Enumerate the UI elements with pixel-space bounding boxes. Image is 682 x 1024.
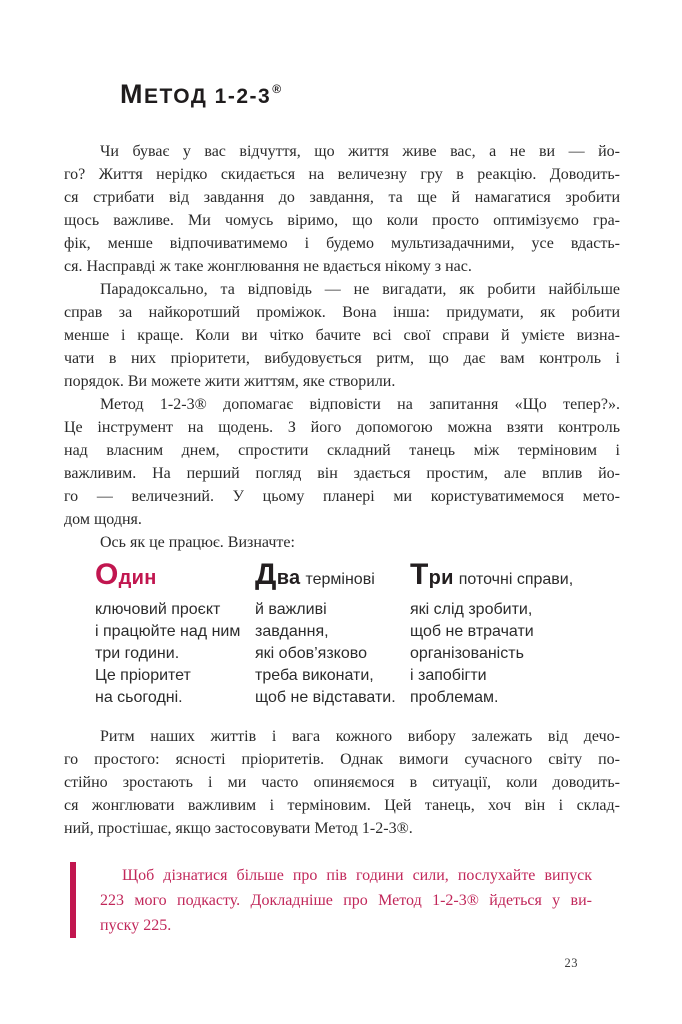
body-text (64, 140, 620, 971)
callout-accent-bar (70, 862, 76, 938)
text-line: і працюйте над ним (95, 623, 241, 640)
title-text: МЕТОД 1-2-3 (120, 79, 272, 109)
text-line: щось важливе. Ми чомусь віримо, що коли просто оптимізуємо гра- (64, 212, 620, 229)
text-line: важливим. На перший погляд він здається простим, але вплив йо- (64, 465, 620, 482)
text-line: го? Життя нерідко скидається на величезну гру в реакцію. Доводить- (64, 166, 620, 183)
text-line: проблемам. (410, 689, 499, 706)
registered-mark-icon: ® (272, 82, 282, 96)
column-one-number-word: Один (95, 558, 157, 591)
column-two (255, 560, 410, 709)
text-line: ся жонглювати важливим і терміновим. Цей танець, хоч він і склад- (64, 797, 620, 814)
text-line: організованість (410, 645, 524, 662)
column-two-heading (255, 560, 410, 595)
paragraph-3 (64, 393, 620, 531)
column-three-number-word: Три (410, 558, 454, 591)
text-line: які обов’язково (255, 645, 367, 662)
text-line: щоб не відставати. (255, 689, 396, 706)
text-line: й важливі (255, 601, 327, 618)
text-line: треба виконати, (255, 667, 374, 684)
column-one-text (95, 599, 255, 709)
text-line: го — величезний. У цьому планері ми користуватимемося мето- (64, 488, 620, 505)
callout-text (100, 862, 592, 938)
text-line: дом щодня. (64, 511, 142, 528)
text-line: ний, простішає, якщо застосовувати Метод 1-2-3®. (64, 820, 413, 837)
column-three-tail: поточні справи, (458, 571, 574, 588)
text-line: порядок. Ви можете жити життям, яке створили. (64, 373, 396, 390)
column-one-heading (95, 560, 255, 595)
text-line: Ось як це працює. Визначте: (100, 534, 295, 551)
text-line: Чи буває у вас відчуття, що життя живе вас, а не ви — йо- (100, 143, 620, 160)
column-one (95, 560, 255, 709)
page-number-row (64, 956, 620, 971)
text-line: чати в них пріоритети, вибудовується ритм, що дає вам контроль і (64, 350, 620, 367)
column-two-tail: термінові (305, 571, 375, 588)
closing-paragraph (64, 725, 620, 840)
text-line: Парадоксально, та відповідь — не вигадати, як робити найбільше (100, 281, 620, 298)
text-line: ся стрибати від завдання до завдання, та ще й намагатися зробити (64, 189, 620, 206)
text-line: ключовий проєкт (95, 601, 221, 618)
text-line: завдання, (255, 623, 329, 640)
text-line: справ за найкоротший проміжок. Вона інша: придумати, як робити (64, 304, 620, 321)
text-line: пуску 225. (100, 917, 172, 934)
text-line: і запобігти (410, 667, 487, 684)
text-line: щоб не втрачати (410, 623, 534, 640)
paragraph-2 (64, 278, 620, 393)
paragraph-1 (64, 140, 620, 278)
text-line: Це інструмент на щодень. З його допомогою можна взяти контроль (64, 419, 620, 436)
column-three-heading (410, 560, 620, 595)
text-line: над власним днем, спростити складний танець між терміновим і (64, 442, 620, 459)
text-line: ся. Насправді ж таке жонглювання не вдається нікому з нас. (64, 258, 472, 275)
column-three (410, 560, 620, 709)
column-two-text (255, 599, 410, 709)
text-line: менше і краще. Коли ви чітко бачите всі свої справи й умієте визна- (64, 327, 620, 344)
text-line: Це пріоритет (95, 667, 191, 684)
text-line: го простого: ясності пріоритетів. Однак вимоги сучасного світу по- (64, 751, 620, 768)
text-line: Ритм наших життів і вага кожного вибору залежать від дечо- (100, 728, 620, 745)
text-line: стійно зростають і ми часто опиняємося в ситуації, коли доводить- (64, 774, 620, 791)
text-line: фік, менше відпочиватимемо і будемо мультизадачними, усе вдасть- (64, 235, 620, 252)
text-line: Щоб дізнатися більше про пів години сили, послухайте випуск (122, 867, 592, 884)
text-line: три години. (95, 645, 180, 662)
method-columns (95, 560, 620, 709)
text-line: які слід зробити, (410, 601, 533, 618)
column-two-number-word: Два (255, 558, 301, 591)
page-number: 23 (564, 956, 578, 970)
text-line: на сьогодні. (95, 689, 183, 706)
page-title (120, 78, 620, 110)
column-three-text (410, 599, 620, 709)
paragraph-lead-in (64, 531, 620, 554)
text-line: Метод 1-2-3® допомагає відповісти на запитання «Що тепер?». (100, 396, 620, 413)
text-line: 223 мого подкасту. Докладніше про Метод 1-2-3® йдеться у ви- (100, 892, 592, 909)
podcast-callout (70, 862, 620, 938)
